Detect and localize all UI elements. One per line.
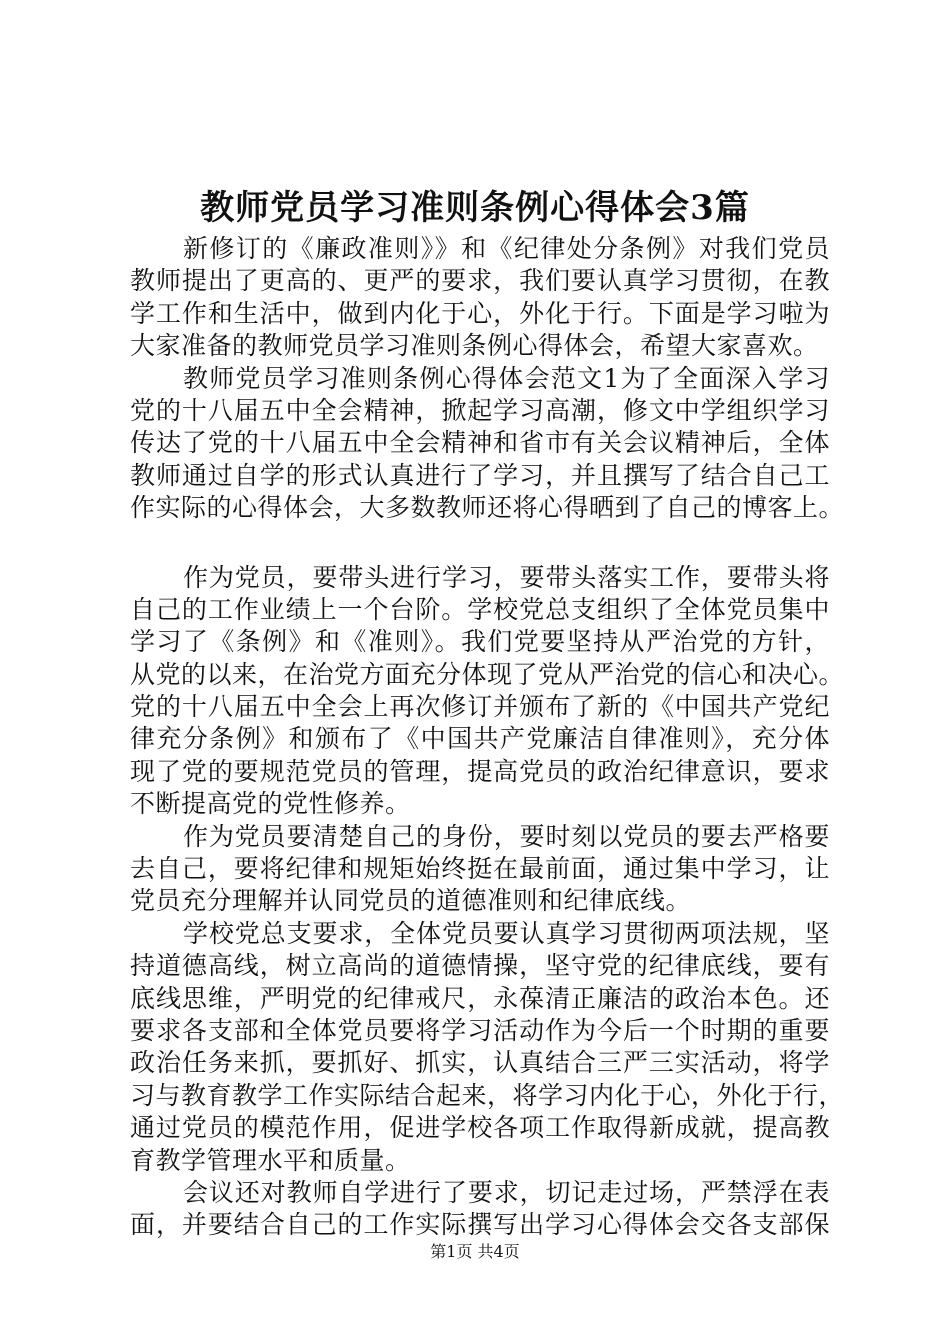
- document-body: [130, 233, 845, 1242]
- paragraph-line: 作实际的心得体会，大多数教师还将心得晒到了自己的博客上。: [130, 493, 845, 523]
- paragraph-line: 学校党总支要求，全体党员要认真学习贯彻两项法规，坚: [183, 918, 830, 948]
- paragraph-sample-one: [130, 363, 845, 525]
- paragraph-line: 新修订的《廉政准则》》和《纪律处分条例》对我们党员: [183, 234, 830, 263]
- paragraph-line: 现了党的要规范党员的管理，提高党员的政治纪律意识，要求: [130, 756, 830, 786]
- paragraph-line: 通过党员的模范作用，促进学校各项工作取得新成就，提高教: [130, 1113, 830, 1143]
- paragraph-line: 政治任务来抓，要抓好、抓实，认真结合三严三实活动，将学: [130, 1048, 830, 1078]
- paragraph-line: 自己的工作业绩上一个台阶。学校党总支组织了全体党员集中: [130, 594, 830, 624]
- paragraph-line: 学习了《条例》和《准则》。我们党要坚持从严治党的方针，: [130, 627, 830, 657]
- paragraph-line: 党的十八届五中全会上再次修订并颁布了新的《中国共产党纪: [130, 692, 830, 722]
- page-number-footer: 第1页 共4页: [430, 1242, 520, 1261]
- paragraph-line: 会议还对教师自学进行了要求，切记走过场，严禁浮在表: [183, 1177, 830, 1207]
- paragraph-line: 律充分条例》和颁布了《中国共产党廉洁自律准则》，充分体: [130, 724, 830, 754]
- paragraph-line: 作为党员，要带头进行学习，要带头落实工作，要带头将: [183, 562, 830, 592]
- paragraph-line: 党员充分理解并认同党员的道德准则和纪律底线。: [130, 886, 692, 916]
- paragraph-line: 持道德高线，树立高尚的道德情操，坚守党的纪律底线，要有: [130, 951, 830, 981]
- paragraph-line: 教师党员学习准则条例心得体会范文1为了全面深入学习: [183, 363, 830, 393]
- paragraph-line: 不断提高党的党性修养。: [130, 789, 411, 819]
- paragraph-line: 习与教育教学工作实际结合起来，将学习内化于心，外化于行，: [130, 1080, 845, 1110]
- paragraph-line: 作为党员要清楚自己的身份，要时刻以党员的要去严格要: [183, 821, 830, 851]
- paragraph-line: 学工作和生活中，做到内化于心，外化于行。下面是学习啦为: [130, 298, 830, 328]
- paragraph-line: 大家准备的教师党员学习准则条例心得体会，希望大家喜欢。: [130, 331, 819, 361]
- paragraph-line: 教师提出了更高的、更严的要求，我们要认真学习贯彻，在教: [130, 266, 830, 296]
- paragraph-line: 传达了党的十八届五中全会精神和省市有关会议精神后，全体: [130, 428, 830, 458]
- paragraph-line: 育教学管理水平和质量。: [130, 1145, 411, 1175]
- paragraph-line: 要求各支部和全体党员要将学习活动作为今后一个时期的重要: [130, 1015, 830, 1045]
- paragraph-intro: [130, 233, 830, 363]
- paragraph-party-member-lead: [130, 562, 845, 821]
- paragraph-line: 教师通过自学的形式认真进行了学习，并且撰写了结合自己工: [130, 460, 830, 490]
- paragraph-meeting-requirements: [130, 1177, 830, 1242]
- paragraph-spacer: [130, 525, 830, 562]
- paragraph-line: 从党的以来，在治党方面充分体现了党从严治党的信心和决心。: [130, 659, 845, 689]
- document-title: 教师党员学习准则条例心得体会3篇: [200, 188, 750, 228]
- paragraph-line: 党的十八届五中全会精神，掀起学习高潮，修文中学组织学习: [130, 395, 830, 425]
- paragraph-line: 面，并要结合自己的工作实际撰写出学习心得体会交各支部保: [130, 1210, 830, 1240]
- paragraph-line: 底线思维，严明党的纪律戒尺，永葆清正廉洁的政治本色。还: [130, 983, 830, 1013]
- paragraph-identity: [130, 821, 830, 918]
- paragraph-school-requirements: [130, 918, 845, 1177]
- paragraph-line: 去自己，要将纪律和规矩始终挺在最前面，通过集中学习，让: [130, 854, 830, 884]
